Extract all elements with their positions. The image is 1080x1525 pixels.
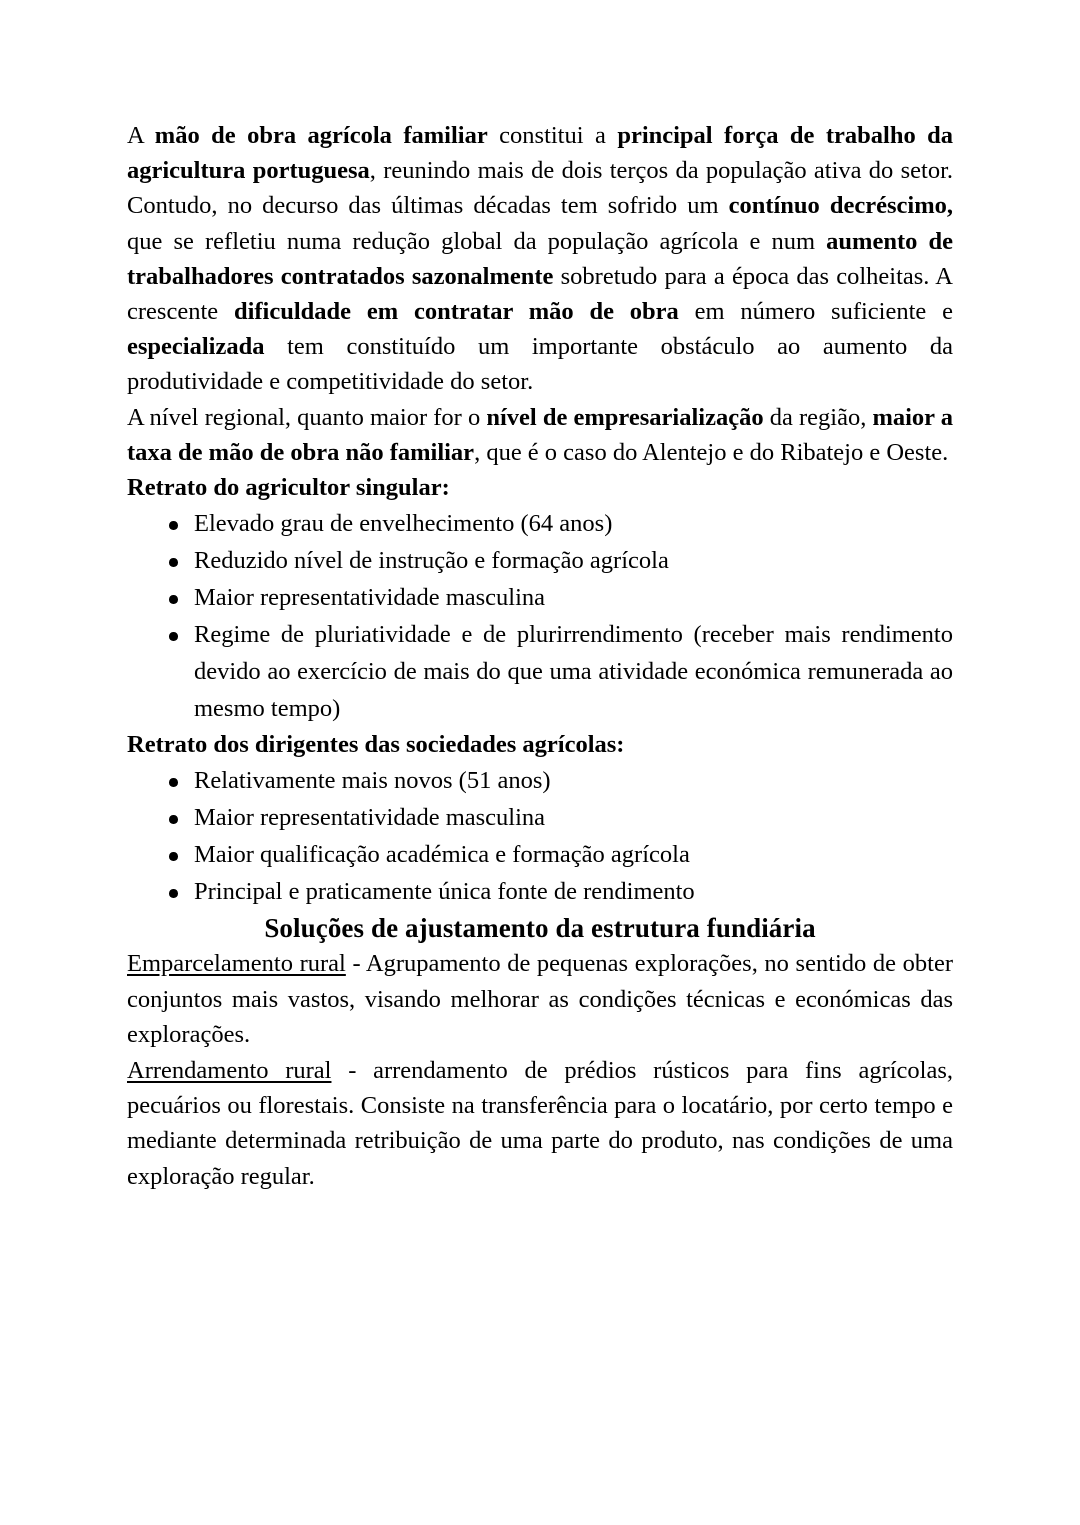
list-item [127, 873, 953, 910]
list-item-label: Maior representatividade masculina [194, 804, 546, 832]
list-item-label: Elevado grau de envelhecimento (64 anos) [194, 510, 613, 538]
text-run: A [127, 122, 155, 149]
page-title-solucoes-ajustamento: Soluções de ajustamento da estrutura fundiária [264, 913, 816, 944]
list-item [127, 762, 953, 799]
definition-body: Agrupamento de pequenas explorações, no sentido de obter conjuntos mais vastos, visando melhorar as condições técnicas e económicas das explorações. [127, 950, 953, 1049]
emphasis-run: principal força de trabalho da agricultura portuguesa [127, 122, 954, 185]
list-item [127, 799, 953, 836]
list-item [127, 579, 953, 616]
list-item-label: Principal e praticamente única fonte de rendimento [194, 878, 695, 906]
list-item-label: Regime de pluriatividade e de plurirrendimento (receber mais rendimento devido ao exercício de mais do que uma atividade económica remunerada ao mesmo tempo) [194, 621, 953, 723]
definition-body: arrendamento de prédios rústicos para fins agrícolas, pecuários ou florestais. Consiste na transferência para o locatário, por certo tempo e mediante determinada retribuição de uma parte do produto, nas condições de uma exploração regular. [127, 1056, 953, 1190]
list-item [127, 542, 953, 579]
list-item [127, 616, 953, 727]
emphasis-run: mão de obra agrícola familiar [154, 122, 488, 149]
text-run: tem constituído um importante obstáculo ao aumento da produtividade e competitividade do setor. [127, 333, 953, 396]
text-run: que se refletiu numa redução global da população agrícola e num [127, 227, 827, 255]
heading-retrato-dirigentes-sociedades: Retrato dos dirigentes das sociedades agrícolas: [127, 731, 625, 759]
text-run: , reunindo mais de dois terços da população ativa do setor. Contudo, no decurso das últimas décadas tem sofrido um [127, 157, 953, 220]
definition-separator: - [331, 1056, 374, 1084]
emphasis-run: contínuo decréscimo, [728, 192, 953, 220]
bullet-list-dirigentes-sociedades [127, 762, 953, 910]
list-item-label: Maior qualificação académica e formação agrícola [194, 841, 690, 869]
document-body [127, 118, 953, 1194]
definition-emparcelamento-rural [127, 946, 953, 1052]
emphasis-run: nível de empresarialização [486, 403, 764, 431]
heading-retrato-agricultor-singular: Retrato do agricultor singular: [127, 474, 450, 502]
text-run: em número suficiente e [678, 298, 953, 326]
emphasis-run: dificuldade em contratar mão de obra [233, 298, 679, 326]
list-item [127, 505, 953, 542]
emphasis-run: aumento de trabalhadores contratados sazonalmente [127, 227, 953, 290]
paragraph-mao-de-obra-familiar [127, 118, 953, 400]
definition-separator: - [345, 950, 366, 978]
list-item-label: Reduzido nível de instrução e formação agrícola [194, 547, 669, 575]
list-item-label: Maior representatividade masculina [194, 584, 546, 612]
paragraph-nivel-regional [127, 400, 953, 470]
emphasis-run: maior a taxa de mão de obra não familiar [127, 403, 954, 466]
definition-arrendamento-rural [127, 1053, 953, 1195]
text-run: da região, [763, 403, 873, 431]
emphasis-run: especializada [127, 333, 265, 361]
bullet-list-agricultor-singular [127, 505, 953, 727]
definition-term: Emparcelamento rural [127, 950, 346, 978]
text-run: A nível regional, quanto maior for o [127, 403, 487, 431]
text-run: sobretudo para a época das colheitas. A crescente [127, 262, 953, 326]
list-item-label: Relativamente mais novos (51 anos) [194, 767, 551, 795]
list-item [127, 836, 953, 873]
text-run: constitui a [487, 122, 618, 149]
text-run: , que é o caso do Alentejo e do Ribatejo e Oeste. [474, 438, 949, 466]
definition-term: Arrendamento rural [127, 1056, 332, 1084]
